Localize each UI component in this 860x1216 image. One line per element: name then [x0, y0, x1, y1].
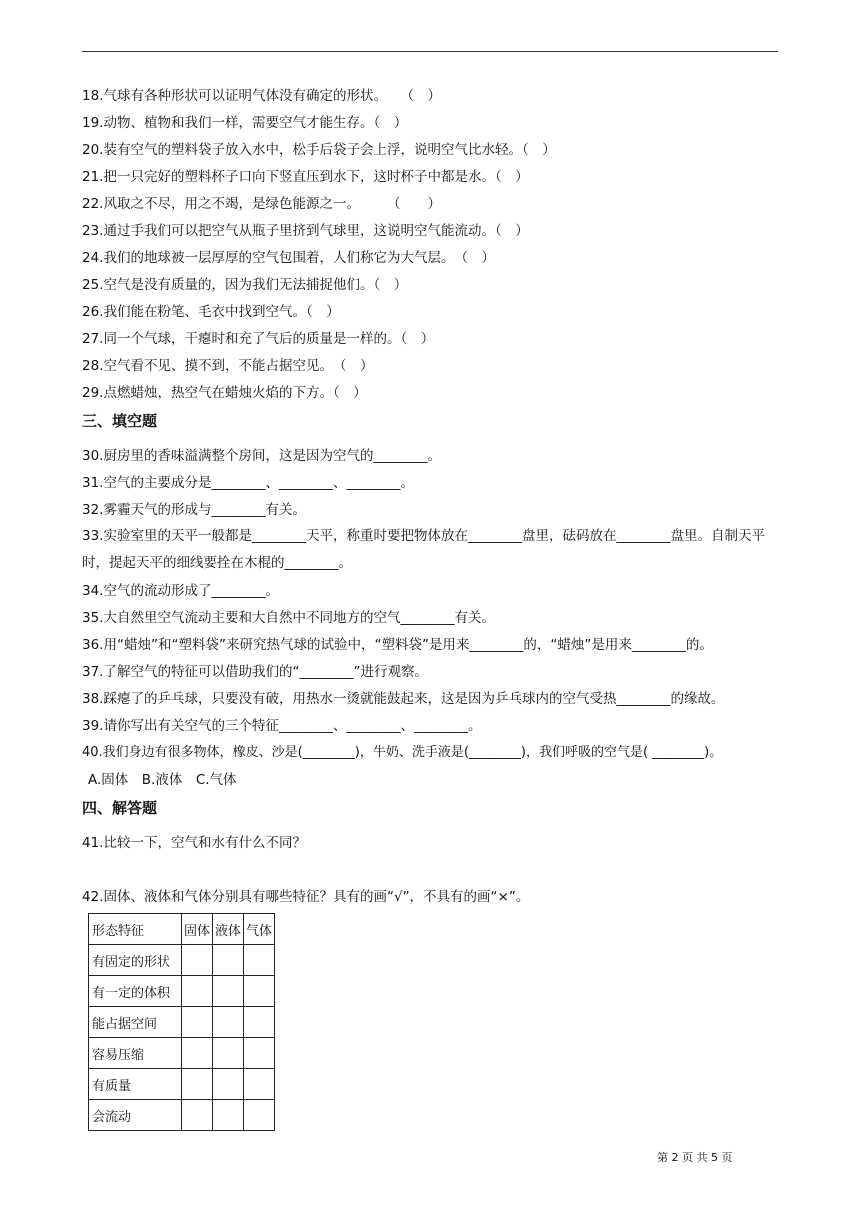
question-29: 29.点燃蜡烛，热空气在蜡烛火焰的下方。（ ） — [82, 385, 367, 401]
question-33: 33.实验室里的天平一般都是________天平，称重时要把物体放在________盘里，砝码放在________盘里。自制天平时，提起天平的细线要拴在木棍的________。 — [82, 528, 765, 571]
answer-cell[interactable] — [213, 976, 244, 1007]
table-row — [89, 945, 275, 976]
table-header-cell: 固体 — [182, 914, 213, 945]
question-34: 34.空气的流动形成了________。 — [82, 583, 279, 599]
answer-cell[interactable] — [244, 945, 275, 976]
question-32: 32.雾霾天气的形成与________有关。 — [82, 502, 306, 518]
question-30: 30.厨房里的香味溢满整个房间，这是因为空气的________。 — [82, 448, 441, 464]
feature-table — [88, 913, 275, 1131]
table-row — [89, 1038, 275, 1069]
question-42: 42.固体、液体和气体分别具有哪些特征？具有的画“√”，不具有的画“×”。 — [82, 889, 530, 905]
answer-cell[interactable] — [213, 1007, 244, 1038]
answer-cell[interactable] — [182, 1100, 213, 1131]
table-header-cell: 形态特征 — [89, 914, 182, 945]
table-header-cell: 气体 — [244, 914, 275, 945]
question-39: 39.请你写出有关空气的三个特征________、________、________。 — [82, 718, 482, 734]
row-label: 有一定的体积 — [89, 976, 182, 1007]
question-27: 27.同一个气球，干瘪时和充了气后的质量是一样的。（ ） — [82, 331, 435, 347]
question-18: 18.气球有各种形状可以证明气体没有确定的形状。 （ ） — [82, 88, 441, 104]
answer-cell[interactable] — [244, 1069, 275, 1100]
table-row — [89, 1100, 275, 1131]
answer-cell[interactable] — [182, 945, 213, 976]
answer-cell[interactable] — [182, 1069, 213, 1100]
answer-cell[interactable] — [182, 1007, 213, 1038]
answer-cell[interactable] — [244, 1100, 275, 1131]
question-35: 35.大自然里空气流动主要和大自然中不同地方的空气________有关。 — [82, 610, 495, 626]
question-40: 40.我们身边有很多物体，橡皮、沙是(________)，牛奶、洗手液是(________)，我们呼吸的空气是( ________)。 — [82, 745, 723, 760]
row-label: 会流动 — [89, 1100, 182, 1131]
answer-cell[interactable] — [213, 1038, 244, 1069]
row-label: 容易压缩 — [89, 1038, 182, 1069]
table-header-row — [89, 914, 275, 945]
answer-cell[interactable] — [213, 1069, 244, 1100]
question-23: 23.通过手我们可以把空气从瓶子里挤到气球里，这说明空气能流动。（ ） — [82, 223, 529, 239]
question-26: 26.我们能在粉笔、毛衣中找到空气。（ ） — [82, 304, 340, 320]
answer-cell[interactable] — [182, 976, 213, 1007]
answer-options: A.固体 B.液体 C.气体 — [88, 772, 237, 788]
answer-cell[interactable] — [213, 945, 244, 976]
question-25: 25.空气是没有质量的，因为我们无法捕捉他们。（ ） — [82, 277, 408, 293]
answer-cell[interactable] — [213, 1100, 244, 1131]
answer-cell[interactable] — [244, 1038, 275, 1069]
question-38: 38.踩瘪了的乒乓球，只要没有破，用热水一烫就能鼓起来，这是因为乒乓球内的空气受热________的缘故。 — [82, 691, 725, 707]
question-36: 36.用“蜡烛”和“塑料袋”来研究热气球的试验中，“塑料袋”是用来________的，“蜡烛”是用来________的。 — [82, 637, 713, 653]
section-heading-answer: 四、解答题 — [82, 799, 158, 817]
row-label: 有固定的形状 — [89, 945, 182, 976]
top-rule — [82, 51, 778, 52]
question-28: 28.空气看不见、摸不到，不能占据空见。 （ ） — [82, 358, 374, 374]
row-label: 能占据空间 — [89, 1007, 182, 1038]
answer-cell[interactable] — [244, 976, 275, 1007]
question-22: 22.风取之不尽，用之不竭，是绿色能源之一。 （ ） — [82, 196, 441, 212]
question-19: 19.动物、植物和我们一样，需要空气才能生存。（ ） — [82, 115, 408, 131]
answer-cell[interactable] — [182, 1038, 213, 1069]
question-21: 21.把一只完好的塑料杯子口向下竖直压到水下，这时杯子中都是水。（ ） — [82, 169, 529, 185]
question-24: 24.我们的地球被一层厚厚的空气包围着，人们称它为大气层。 （ ） — [82, 250, 495, 266]
table-row — [89, 1007, 275, 1038]
table-row — [89, 976, 275, 1007]
question-31: 31.空气的主要成分是________、________、________。 — [82, 475, 414, 491]
answer-cell[interactable] — [244, 1007, 275, 1038]
question-37: 37.了解空气的特征可以借助我们的“________”进行观察。 — [82, 664, 428, 680]
table-header-cell: 液体 — [213, 914, 244, 945]
question-20: 20.装有空气的塑料袋子放入水中，松手后袋子会上浮，说明空气比水轻。（ ） — [82, 142, 556, 158]
row-label: 有质量 — [89, 1069, 182, 1100]
question-41: 41.比较一下，空气和水有什么不同？ — [82, 835, 306, 851]
table-row — [89, 1069, 275, 1100]
section-heading-fill: 三、填空题 — [82, 412, 158, 430]
page-footer: 第 2 页 共 5 页 — [657, 1151, 733, 1164]
